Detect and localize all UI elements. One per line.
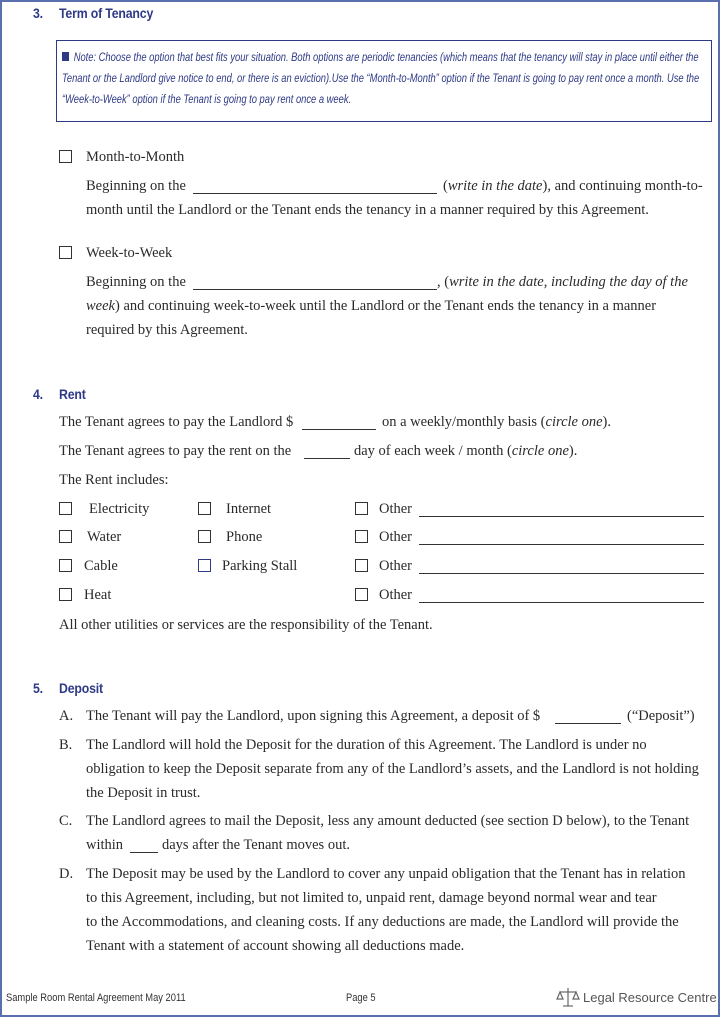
phone-label: Phone (226, 529, 263, 545)
phone-checkbox[interactable] (198, 530, 211, 543)
deposit-amount-field[interactable] (555, 723, 621, 724)
clause-B-line-3: the Deposit in trust. (86, 785, 201, 801)
other-checkbox-3[interactable] (355, 559, 368, 572)
other-label-3: Other (379, 558, 413, 574)
section-4-title: Rent (59, 386, 86, 402)
week-line-1: Beginning on the (86, 274, 186, 290)
week-line-2: week) and continuing week-to-week until the Landlord or the Tenant ends the tenancy in a manner (86, 298, 657, 314)
scales-of-justice-icon (556, 985, 580, 1009)
rent-amount-field[interactable] (302, 429, 376, 430)
clause-A-end: (“Deposit”) (627, 708, 695, 724)
clause-A-text: The Tenant will pay the Landlord, upon signing this Agreement, a deposit of $ (86, 708, 541, 724)
other-field-2[interactable] (419, 544, 704, 545)
month-line-1: Beginning on the (86, 178, 186, 194)
internet-label: Internet (226, 501, 272, 517)
other-checkbox-2[interactable] (355, 530, 368, 543)
electricity-checkbox[interactable] (59, 502, 72, 515)
section-4-number: 4. (33, 386, 43, 402)
month-line-2: month until the Landlord or the Tenant ends the tenancy in a manner required by this Agreement. (86, 202, 649, 218)
clause-D-line-4: Tenant with a statement of account showing all deductions made. (86, 938, 465, 954)
month-to-month-checkbox[interactable] (59, 150, 72, 163)
note-line-1: Note: Choose the option that best fits your situation. Both options are periodic tenancies (which means that the tenancy will stay in place until either the (62, 50, 699, 64)
month-to-month-label: Month-to-Month (86, 149, 185, 165)
week-line-1-rest: , (write in the date, including the day of the (437, 274, 688, 290)
parking-stall-checkbox[interactable] (198, 559, 211, 572)
electricity-label: Electricity (89, 501, 150, 517)
week-start-date-field[interactable] (193, 289, 437, 290)
rent-basis-text: on a weekly/monthly basis (circle one). (382, 414, 612, 430)
other-label-2: Other (379, 529, 413, 545)
other-checkbox-1[interactable] (355, 502, 368, 515)
week-line-3: required by this Agreement. (86, 322, 248, 338)
section-5-title: Deposit (59, 680, 103, 696)
section-5-number: 5. (33, 680, 43, 696)
clause-D-line-1: The Deposit may be used by the Landlord to cover any unpaid obligation that the Tenant has in relation (86, 866, 686, 882)
clause-B-letter: B. (59, 737, 73, 753)
note-bullet-icon (62, 52, 69, 61)
month-line-1-rest: (write in the date), and continuing month-to- (443, 178, 703, 194)
internet-checkbox[interactable] (198, 502, 211, 515)
other-field-1[interactable] (419, 516, 704, 517)
week-to-week-checkbox[interactable] (59, 246, 72, 259)
rent-day-field[interactable] (304, 458, 350, 459)
footer-document-title: Sample Room Rental Agreement May 2011 (6, 992, 186, 1004)
other-field-4[interactable] (419, 602, 704, 603)
utilities-responsibility-text: All other utilities or services are the responsibility of the Tenant. (59, 617, 433, 633)
cable-checkbox[interactable] (59, 559, 72, 572)
heat-checkbox[interactable] (59, 588, 72, 601)
clause-C-within: within (86, 837, 124, 853)
return-days-field[interactable] (130, 852, 158, 853)
water-checkbox[interactable] (59, 530, 72, 543)
other-label-1: Other (379, 501, 413, 517)
clause-C-line-2: days after the Tenant moves out. (162, 837, 350, 853)
clause-C-line-1: The Landlord agrees to mail the Deposit, less any amount deducted (see section D below), to the Tenant (86, 813, 690, 829)
section-3-title: Term of Tenancy (59, 5, 154, 21)
clause-C-letter: C. (59, 813, 73, 829)
clause-D-letter: D. (59, 866, 74, 882)
other-label-4: Other (379, 587, 413, 603)
note-line-3: “Week-to-Week” option if the Tenant is going to pay rent once a week. (62, 92, 352, 106)
rent-includes-label: The Rent includes: (59, 472, 169, 488)
clause-D-line-3: to the Accommodations, and cleaning costs. If any deductions are made, the Landlord will provide the (86, 914, 679, 930)
footer-brand: Legal Resource Centre (583, 990, 717, 1005)
rent-amount-line: The Tenant agrees to pay the Landlord $ (59, 414, 294, 430)
note-line-2: Tenant or the Landlord give notice to end, or there is an eviction).Use the “Month-to-Month” option if the Tenant is going to pay rent once a month. Use the (62, 71, 700, 85)
week-to-week-label: Week-to-Week (86, 245, 173, 261)
section-3-number: 3. (33, 5, 43, 21)
footer-page-number: Page 5 (346, 992, 376, 1004)
heat-label: Heat (84, 587, 112, 603)
clause-D-line-2: to this Agreement, including, but not limited to, unpaid rent, damage beyond normal wear and tear (86, 890, 657, 906)
water-label: Water (87, 529, 122, 545)
clause-B-line-2: obligation to keep the Deposit separate from any of the Landlord’s assets, and the Landlord is not holding (86, 761, 699, 777)
month-start-date-field[interactable] (193, 193, 437, 194)
other-field-3[interactable] (419, 573, 704, 574)
parking-stall-label: Parking Stall (222, 558, 298, 574)
other-checkbox-4[interactable] (355, 588, 368, 601)
clause-B-line-1: The Landlord will hold the Deposit for the duration of this Agreement. The Landlord is under no (86, 737, 647, 753)
clause-A-letter: A. (59, 708, 74, 724)
cable-label: Cable (84, 558, 118, 574)
rent-day-text: day of each week / month (circle one). (354, 443, 578, 459)
rent-day-line: The Tenant agrees to pay the rent on the (59, 443, 292, 459)
